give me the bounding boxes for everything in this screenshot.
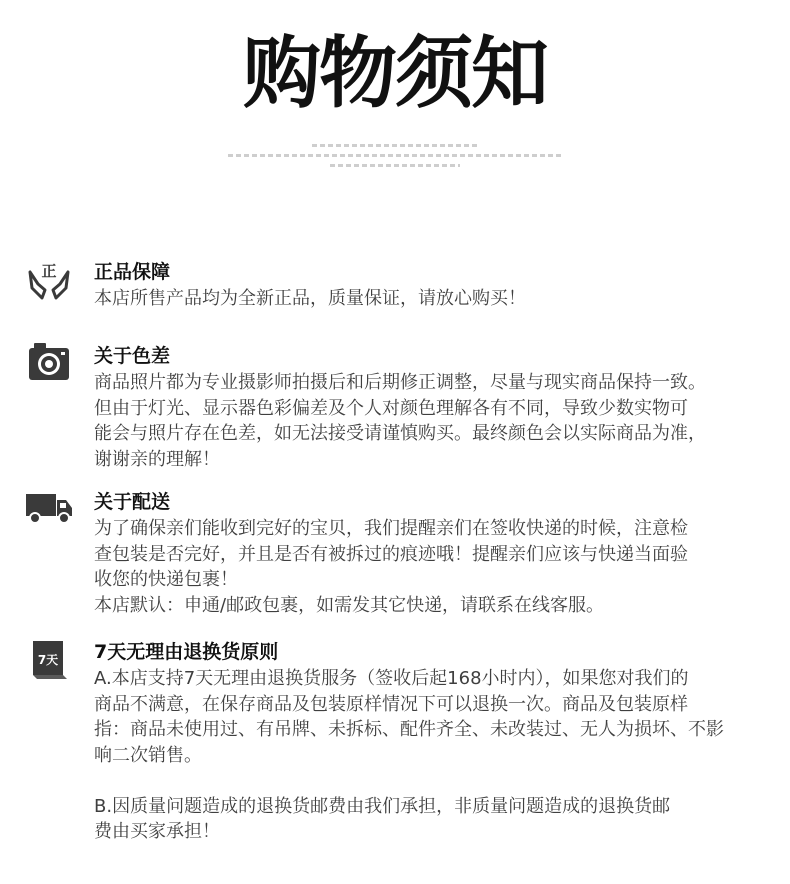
section-body <box>94 516 764 618</box>
text-line: 本店所售产品均为全新正品，质量保证，请放心购买！ <box>94 288 526 309</box>
section-delivery <box>0 488 790 623</box>
camera-icon <box>26 340 72 386</box>
delivery-truck-icon <box>24 486 74 532</box>
blank-line <box>94 768 764 794</box>
text-line: 商品不满意，在保存商品及包装原样情况下可以退换一次。商品及包装原样 <box>94 693 688 715</box>
text-line: 为了确保亲们能收到完好的宝贝，我们提醒亲们在签收快递的时候，注意检 <box>94 518 688 539</box>
section-heading: 正品保障 <box>94 261 171 283</box>
text-line: 费由买家承担！ <box>94 821 220 842</box>
page-title: 购物须知 <box>242 29 547 119</box>
section-body <box>94 286 764 312</box>
text-line: 谢谢亲的理解！ <box>94 448 220 470</box>
seven-day-calendar-icon <box>30 640 70 680</box>
text-line: 本店默认：申通/邮政包裹，如需发其它快递，请联系在线客服。 <box>94 594 605 616</box>
text-line: 能会与照片存在色差，如无法接受请谨慎购买。最终颜色会以实际商品为准， <box>94 423 706 444</box>
genuine-hands-icon <box>26 258 72 304</box>
section-heading: 关于配送 <box>94 491 171 513</box>
text-line: 商品照片都为专业摄影师拍摄后和后期修正调整，尽量与现实商品保持一致。 <box>94 372 706 393</box>
section-return-policy <box>0 638 790 858</box>
section-heading: 关于色差 <box>94 345 171 367</box>
decorative-subtitle <box>0 144 790 174</box>
section-genuine-guarantee <box>0 258 790 318</box>
text-line: 收您的快递包裹！ <box>94 569 238 590</box>
section-body <box>94 666 764 845</box>
text-line: B.因质量问题造成的退换货邮费由我们承担，非质量问题造成的退换货邮 <box>94 795 671 817</box>
section-color-difference <box>0 342 790 477</box>
text-line: 但由于灯光、显示器色彩偏差及个人对颜色理解各有不同，导致少数实物可 <box>94 397 688 419</box>
svg-text:正: 正 <box>41 262 57 280</box>
text-line: 响二次销售。 <box>94 744 202 766</box>
text-line: 查包装是否完好，并且是否有被拆过的痕迹哦！提醒亲们应该与快递当面验 <box>94 543 688 565</box>
section-heading: 7天无理由退换货原则 <box>94 641 279 663</box>
section-body <box>94 370 764 472</box>
text-line: 指：商品未使用过、有吊牌、未拆标、配件齐全、未改装过、无人为损坏、不影 <box>94 719 724 740</box>
text-line: A.本店支持7天无理由退换货服务（签收后起168小时内），如果您对我们的 <box>94 668 689 689</box>
seven-day-label: 7天 <box>37 653 59 667</box>
